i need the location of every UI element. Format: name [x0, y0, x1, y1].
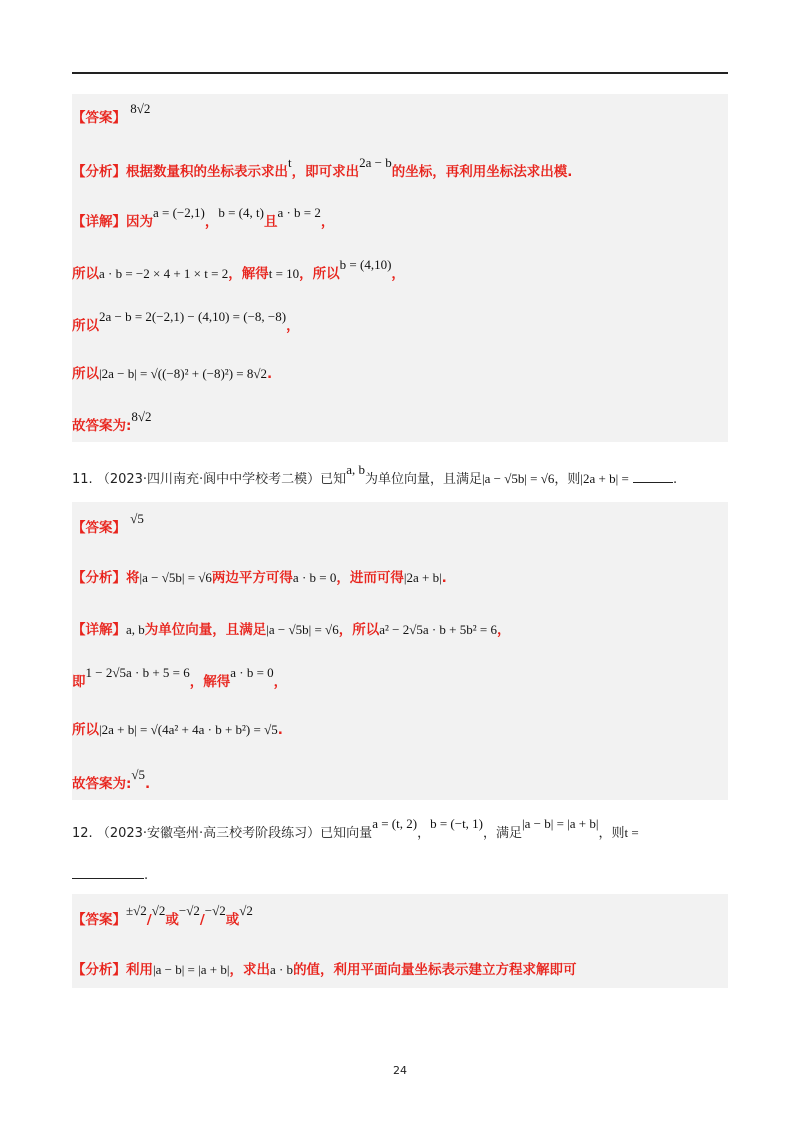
- so-math: t = 10: [268, 266, 300, 281]
- analysis-text: ，进而可得: [336, 570, 404, 586]
- answer-math: −√2: [204, 903, 226, 918]
- detail-math: a = (−2,1): [153, 205, 205, 220]
- analysis-text: 的坐标，再利用坐标法求出模.: [391, 164, 573, 180]
- final-text: .: [145, 776, 151, 792]
- so-text: .: [267, 366, 273, 382]
- question-text: 为单位向量，且满足: [364, 472, 482, 487]
- so-math: a · b = −2 × 4 + 1 × t = 2: [99, 266, 229, 281]
- question-12-blank-line: [72, 866, 148, 883]
- detail-text: 因为: [126, 214, 153, 230]
- ji-math: 1 − 2√5a · b + 5 = 6: [85, 665, 190, 680]
- answer-label: 【答案】: [72, 110, 126, 126]
- question-math: t =: [624, 825, 639, 840]
- so-math: 2a − b = 2(−2,1) − (4,10) = (−8, −8): [99, 309, 287, 324]
- answer-label: 【答案】: [72, 520, 126, 536]
- page-number: 24: [393, 1064, 407, 1077]
- so-text: 所以: [72, 266, 99, 282]
- detail-text: 且: [263, 214, 278, 230]
- detail-math: a² − 2√5a · b + 5b² = 6: [379, 622, 497, 637]
- answer-line: [72, 903, 253, 928]
- analysis-line: [72, 566, 447, 586]
- detail-label: 【详解】: [72, 622, 126, 638]
- ji-line: [72, 665, 288, 690]
- analysis-label: 【分析】: [72, 570, 126, 586]
- solution-box-11: [72, 502, 728, 800]
- question-number: 11.: [72, 472, 93, 487]
- analysis-line: [72, 155, 573, 180]
- ji-text: 即: [72, 674, 86, 690]
- final-math: 8√2: [131, 409, 152, 424]
- analysis-math: |a − b| = |a + b|: [153, 962, 230, 977]
- answer-math: √2: [151, 903, 166, 918]
- detail-text: ，: [204, 214, 219, 230]
- answer-blank[interactable]: [72, 866, 144, 879]
- question-number: 12.: [72, 826, 93, 841]
- question-text: ，满足: [483, 826, 523, 841]
- analysis-text: 的值，利用平面向量坐标表示建立方程求解即可: [293, 962, 577, 978]
- analysis-math: a · b = 0: [292, 570, 337, 585]
- analysis-text: 根据数量积的坐标表示求出: [126, 164, 288, 180]
- final-math: √5: [131, 767, 146, 782]
- analysis-math: t: [288, 155, 292, 170]
- so-text: 所以: [72, 366, 99, 382]
- so-text: .: [277, 722, 283, 738]
- answer-text: /: [146, 912, 152, 928]
- so-math: b = (4,10): [339, 257, 392, 272]
- detail-math: a, b: [126, 622, 145, 637]
- question-text: ，则: [554, 472, 581, 487]
- so-line-2: [72, 309, 300, 334]
- answer-blank[interactable]: [633, 470, 673, 483]
- analysis-label: 【分析】: [72, 164, 126, 180]
- detail-math: a · b = 2: [277, 205, 321, 220]
- so-line-1: [72, 257, 405, 282]
- question-math: a = (t, 2): [372, 816, 418, 831]
- detail-text: ，: [497, 622, 511, 638]
- final-line: [72, 409, 152, 434]
- solution-box-12: [72, 894, 728, 988]
- analysis-text: 两边平方可得: [211, 570, 293, 586]
- answer-math: ±√2: [126, 903, 147, 918]
- detail-text: ，: [320, 214, 335, 230]
- question-11: [72, 462, 678, 487]
- answer-math: −√2: [178, 903, 200, 918]
- detail-text: 为单位向量，且满足: [144, 622, 267, 638]
- answer-line: [72, 511, 144, 536]
- answer-math: √2: [239, 903, 253, 918]
- question-12: [72, 816, 639, 841]
- analysis-text: 将: [126, 570, 140, 586]
- question-text: .: [144, 868, 149, 883]
- question-math: b = (−t, 1): [430, 816, 484, 831]
- answer-math: √5: [130, 511, 144, 526]
- analysis-math: |2a + b|: [403, 570, 442, 585]
- analysis-text: ，求出: [229, 962, 270, 978]
- question-math: a, b: [346, 462, 365, 477]
- analysis-math: |a − √5b| = √6: [139, 570, 212, 585]
- so-text: ，: [391, 266, 405, 282]
- answer-text: 或: [165, 912, 179, 928]
- so-text: ，所以: [299, 266, 340, 282]
- analysis-text: ，即可求出: [291, 164, 360, 180]
- analysis-math: a · b: [269, 962, 294, 977]
- ji-text: ，: [273, 674, 288, 690]
- detail-math: b = (4, t): [218, 205, 264, 220]
- final-label: 故答案为:: [72, 776, 132, 792]
- detail-math: |a − √5b| = √6: [266, 622, 339, 637]
- question-text: ，: [417, 826, 431, 841]
- analysis-text: .: [441, 570, 447, 586]
- answer-label: 【答案】: [72, 912, 126, 928]
- so-line: [72, 718, 283, 738]
- answer-text: 或: [225, 912, 240, 928]
- analysis-line: [72, 958, 577, 978]
- detail-line: [72, 618, 511, 638]
- answer-text: /: [199, 912, 205, 928]
- solution-box-10: [72, 94, 728, 442]
- so-math: |2a + b| = √(4a² + 4a · b + b²) = √5: [99, 722, 278, 737]
- detail-text: ，所以: [338, 622, 380, 638]
- question-math: |2a + b| =: [580, 471, 629, 486]
- ji-text: ，解得: [189, 674, 231, 690]
- final-line: [72, 767, 151, 792]
- answer-line: [72, 101, 151, 126]
- analysis-text: 利用: [126, 962, 153, 978]
- question-math: |a − √5b| = √6: [481, 471, 555, 486]
- so-line-3: [72, 362, 272, 382]
- answer-math: 8√2: [130, 101, 151, 116]
- so-text: 所以: [72, 722, 99, 738]
- question-math: |a − b| = |a + b|: [522, 816, 599, 831]
- analysis-label: 【分析】: [72, 962, 126, 978]
- question-text: ，则: [598, 826, 625, 841]
- so-math: |2a − b| = √((−8)² + (−8)²) = 8√2: [99, 366, 268, 381]
- final-label: 故答案为:: [72, 418, 132, 434]
- question-source: （2023·安徽亳州·高三校考阶段练习）已知向量: [96, 826, 373, 841]
- analysis-math: 2a − b: [359, 155, 392, 170]
- so-text: 所以: [72, 318, 99, 334]
- header-rule: [72, 72, 728, 74]
- so-text: ，: [286, 318, 300, 334]
- detail-line: [72, 205, 335, 230]
- so-text: ，解得: [228, 266, 269, 282]
- ji-math: a · b = 0: [230, 665, 274, 680]
- question-text: .: [672, 472, 678, 487]
- question-source: （2023·四川南充·阆中中学校考二模）已知: [96, 472, 347, 487]
- detail-label: 【详解】: [72, 214, 126, 230]
